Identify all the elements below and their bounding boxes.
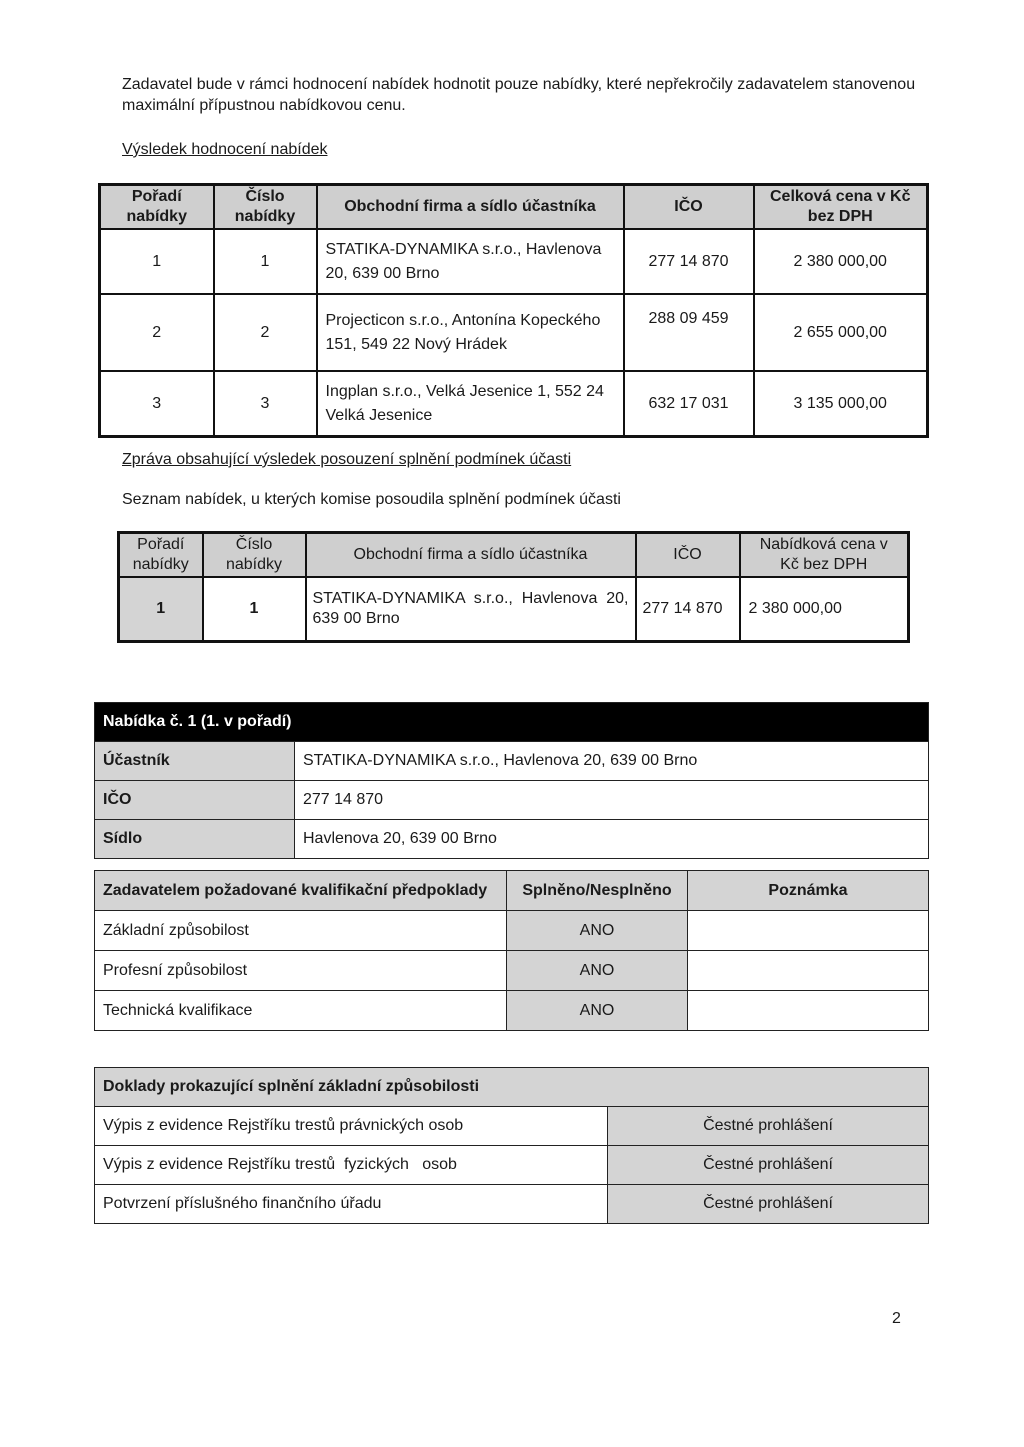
cell-rank: 1	[100, 229, 214, 294]
header-price: Celková cena v Kč bez DPH	[754, 185, 928, 230]
header-number: Číslo nabídky	[203, 533, 306, 578]
cell-document: Výpis z evidence Rejstříku trestů fyzických osob	[95, 1146, 608, 1185]
cell-note	[688, 991, 929, 1031]
cell-number: 1	[214, 229, 317, 294]
participant-value: STATIKA-DYNAMIKA s.r.o., Havlenova 20, 639 00 Brno	[295, 742, 929, 781]
section-title-assessment: Zpráva obsahující výsledek posouzení splnění podmínek účasti	[122, 451, 572, 468]
evaluation-table	[98, 183, 929, 438]
cell-note	[688, 911, 929, 951]
header-rank: Pořadí nabídky	[119, 533, 203, 578]
documents-heading: Doklady prokazující splnění základní způsobilosti	[95, 1068, 929, 1107]
table-row	[95, 991, 929, 1031]
cell-number: 2	[214, 294, 317, 371]
header-ico: IČO	[636, 533, 740, 578]
cell-price: 3 135 000,00	[754, 371, 928, 437]
cell-company: Ingplan s.r.o., Velká Jesenice 1, 552 24 Velká Jesenice	[317, 371, 624, 437]
cell-ico: 288 09 459	[624, 294, 754, 371]
table-row	[100, 294, 928, 371]
header-rank: Pořadí nabídky	[100, 185, 214, 230]
cell-ico: 277 14 870	[636, 577, 740, 642]
cell-ico: 277 14 870	[624, 229, 754, 294]
cell-number: 3	[214, 371, 317, 437]
cell-price: 2 380 000,00	[740, 577, 909, 642]
cell-document: Potvrzení příslušného finančního úřadu	[95, 1185, 608, 1224]
cell-company: STATIKA-DYNAMIKA s.r.o., Havlenova 20, 639 00 Brno	[306, 577, 636, 642]
cell-proof: Čestné prohlášení	[608, 1107, 929, 1146]
table-row	[95, 911, 929, 951]
table-row	[95, 742, 929, 781]
cell-proof: Čestné prohlášení	[608, 1185, 929, 1224]
header-note: Poznámka	[688, 871, 929, 911]
header-number: Číslo nabídky	[214, 185, 317, 230]
table-row	[100, 371, 928, 437]
intro-paragraph: Zadavatel bude v rámci hodnocení nabídek hodnotit pouze nabídky, které nepřekročily zadavatelem stanovenou maximální přípustnou nabídkovou cenu.	[122, 76, 916, 114]
cell-company: STATIKA-DYNAMIKA s.r.o., Havlenova 20, 639 00 Brno	[317, 229, 624, 294]
section-title-evaluation: Výsledek hodnocení nabídek	[122, 141, 328, 158]
cell-requirement: Technická kvalifikace	[95, 991, 507, 1031]
header-status: Splněno/Nesplněno	[507, 871, 688, 911]
table-row	[95, 781, 929, 820]
table-row	[95, 1185, 929, 1224]
section-subtitle-assessment: Seznam nabídek, u kterých komise posoudila splnění podmínek účasti	[122, 491, 621, 508]
cell-rank: 3	[100, 371, 214, 437]
table-row	[95, 1146, 929, 1185]
participant-label: Účastník	[95, 742, 295, 781]
table-row	[100, 229, 928, 294]
assessed-offers-table	[117, 531, 910, 643]
table-header-row	[95, 871, 929, 911]
seat-label: Sídlo	[95, 820, 295, 859]
cell-ico: 632 17 031	[624, 371, 754, 437]
page-number: 2	[892, 1310, 901, 1327]
cell-status: ANO	[507, 951, 688, 991]
header-ico: IČO	[624, 185, 754, 230]
header-company: Obchodní firma a sídlo účastníka	[317, 185, 624, 230]
cell-requirement: Základní způsobilost	[95, 911, 507, 951]
cell-status: ANO	[507, 991, 688, 1031]
offer-heading: Nabídka č. 1 (1. v pořadí)	[95, 703, 929, 742]
cell-status: ANO	[507, 911, 688, 951]
table-row	[119, 577, 909, 642]
cell-rank: 1	[119, 577, 203, 642]
cell-company: Projecticon s.r.o., Antonína Kopeckého 151, 549 22 Nový Hrádek	[317, 294, 624, 371]
cell-document: Výpis z evidence Rejstříku trestů právnických osob	[95, 1107, 608, 1146]
header-price: Nabídková cena v Kč bez DPH	[740, 533, 909, 578]
table-row	[95, 1107, 929, 1146]
qualification-table	[94, 870, 929, 1031]
ico-label: IČO	[95, 781, 295, 820]
ico-value: 277 14 870	[295, 781, 929, 820]
cell-number: 1	[203, 577, 306, 642]
table-row	[95, 951, 929, 991]
cell-price: 2 380 000,00	[754, 229, 928, 294]
header-requirement: Zadavatelem požadované kvalifikační předpoklady	[95, 871, 507, 911]
documents-table	[94, 1067, 929, 1224]
cell-requirement: Profesní způsobilost	[95, 951, 507, 991]
table-header-row	[119, 533, 909, 578]
seat-value: Havlenova 20, 639 00 Brno	[295, 820, 929, 859]
table-header-row	[100, 185, 928, 230]
table-row	[95, 820, 929, 859]
cell-price: 2 655 000,00	[754, 294, 928, 371]
cell-rank: 2	[100, 294, 214, 371]
cell-proof: Čestné prohlášení	[608, 1146, 929, 1185]
cell-note	[688, 951, 929, 991]
header-company: Obchodní firma a sídlo účastníka	[306, 533, 636, 578]
offer-detail-table	[94, 702, 929, 859]
